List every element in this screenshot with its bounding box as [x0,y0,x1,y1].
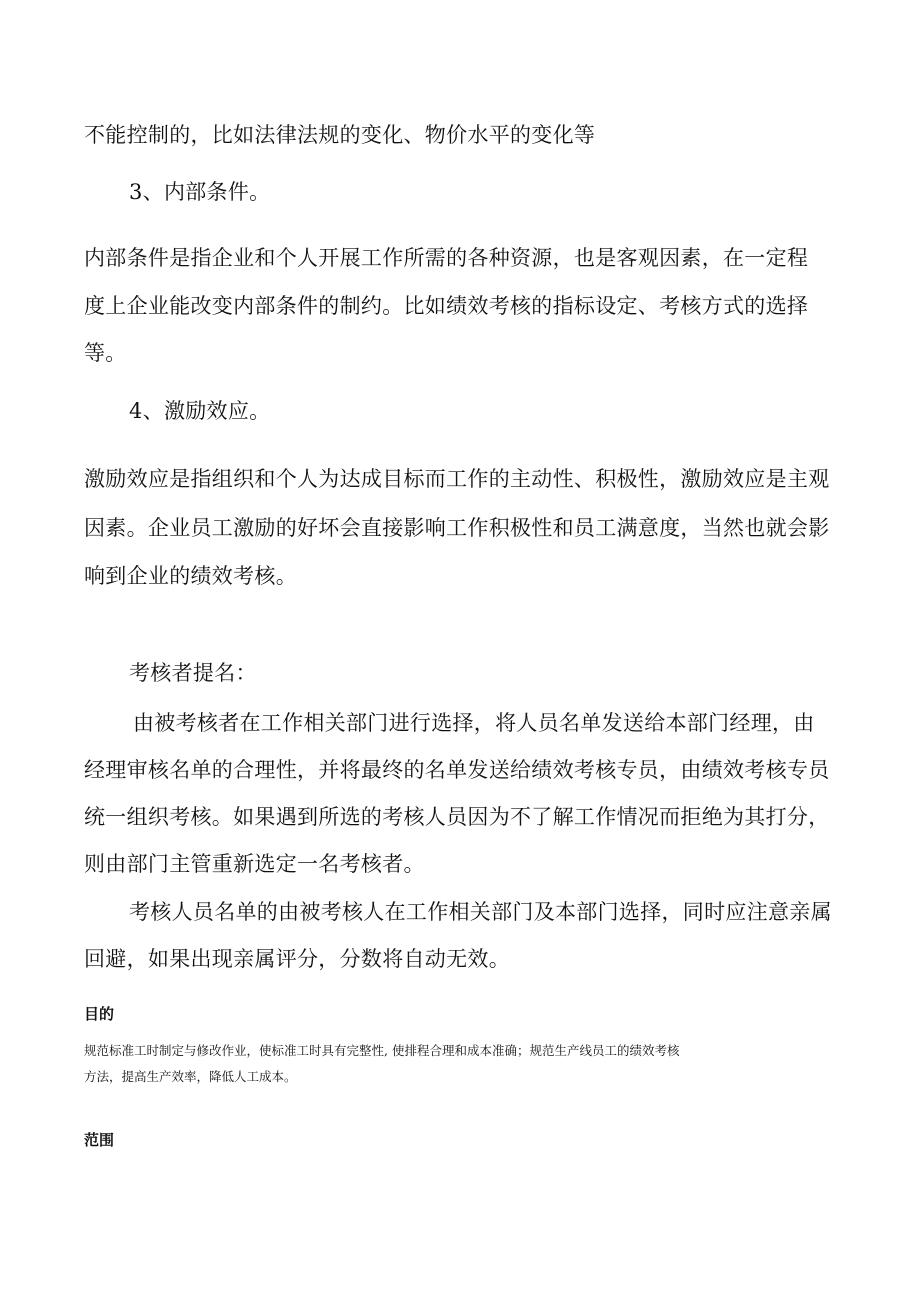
paragraph-incentive-line-2: 因素。企业员工激励的好坏会直接影响工作积极性和员工满意度，当然也就会影 [84,516,830,540]
nomination-title: 考核者提名： [129,661,257,685]
avoidance-line-1: 考核人员名单的由被考核人在工作相关部门及本部门选择，同时应注意亲属 [129,900,832,924]
nomination-line-2: 经理审核名单的合理性，并将最终的名单发送给绩效考核专员，由绩效考核专员 [84,758,830,782]
nomination-line-1: 由被考核者在工作相关部门进行选择，将人员名单发送给本部门经理，由 [133,711,815,735]
scope-heading: 范围 [84,1131,115,1149]
paragraph-internal-line-2: 度上企业能改变内部条件的制约。比如绩效考核的指标设定、考核方式的选择 [84,294,809,318]
purpose-line-2: 方法，提高生产效率，降低人工成本。 [84,1069,297,1084]
purpose-line-1: 规范标准工时制定与修改作业，使标准工时具有完整性, 使排程合理和成本准确；规范生产线员工的绩效考核 [84,1043,680,1058]
nomination-line-3: 统一组织考核。如果遇到所选的考核人员因为不了解工作情况而拒绝为其打分， [84,805,830,829]
avoidance-line-2: 回避，如果出现亲属评分，分数将自动无效。 [84,947,510,971]
nomination-line-4: 则由部门主管重新选定一名考核者。 [84,852,425,876]
paragraph-internal-line-1: 内部条件是指企业和个人开展工作所需的各种资源，也是客观因素，在一定程 [84,246,809,270]
paragraph-external-factors-end: 不能控制的，比如法律法规的变化、物价水平的变化等 [84,123,596,147]
section-heading-incentive-effect: 4、激励效应。 [129,399,271,423]
paragraph-incentive-line-1: 激励效应是指组织和个人为达成目标而工作的主动性、积极性，激励效应是主观 [84,467,830,491]
paragraph-incentive-line-3: 响到企业的绩效考核。 [84,564,297,588]
section-heading-internal-conditions: 3、内部条件。 [129,180,271,204]
purpose-heading: 目的 [84,1005,115,1023]
paragraph-internal-line-3: 等。 [84,341,127,365]
